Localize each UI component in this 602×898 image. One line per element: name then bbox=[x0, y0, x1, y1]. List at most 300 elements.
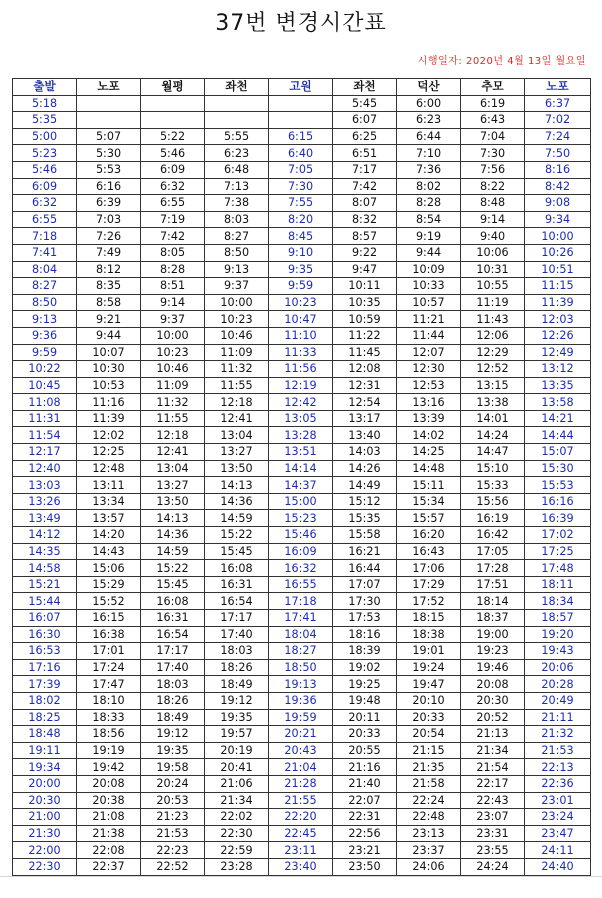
table-cell: 17:29 bbox=[397, 576, 461, 593]
table-cell: 8:35 bbox=[77, 278, 141, 295]
table-cell: 19:12 bbox=[141, 726, 205, 743]
table-cell: 22:24 bbox=[397, 792, 461, 809]
table-cell: 19:24 bbox=[397, 659, 461, 676]
table-row bbox=[13, 278, 591, 295]
table-cell: 14:13 bbox=[141, 510, 205, 527]
table-cell: 16:39 bbox=[525, 510, 591, 527]
table-cell: 6:32 bbox=[141, 178, 205, 195]
table-cell: 6:44 bbox=[397, 128, 461, 145]
table-cell: 13:57 bbox=[77, 510, 141, 527]
table-cell: 15:33 bbox=[461, 477, 525, 494]
table-cell: 22:30 bbox=[13, 858, 77, 875]
table-cell: 11:19 bbox=[461, 294, 525, 311]
table-cell: 18:50 bbox=[269, 659, 333, 676]
table-cell: 16:19 bbox=[461, 510, 525, 527]
table-cell: 9:36 bbox=[13, 327, 77, 344]
table-cell: 17:41 bbox=[269, 610, 333, 627]
table-cell: 18:03 bbox=[205, 643, 269, 660]
table-cell: 19:20 bbox=[525, 626, 591, 643]
table-cell: 22:52 bbox=[141, 858, 205, 875]
table-cell: 11:44 bbox=[397, 327, 461, 344]
table-cell: 12:07 bbox=[397, 344, 461, 361]
table-cell: 16:08 bbox=[205, 560, 269, 577]
table-cell: 8:02 bbox=[397, 178, 461, 195]
table-cell: 11:10 bbox=[269, 327, 333, 344]
table-cell: 7:18 bbox=[13, 228, 77, 245]
table-cell: 15:10 bbox=[461, 460, 525, 477]
table-cell: 13:26 bbox=[13, 493, 77, 510]
table-row bbox=[13, 809, 591, 826]
table-cell: 16:55 bbox=[269, 576, 333, 593]
table-cell: 22:48 bbox=[397, 809, 461, 826]
table-cell: 8:20 bbox=[269, 211, 333, 228]
table-cell: 20:08 bbox=[77, 775, 141, 792]
table-cell: 17:40 bbox=[141, 659, 205, 676]
table-cell: 19:47 bbox=[397, 676, 461, 693]
table-cell: 16:16 bbox=[525, 493, 591, 510]
table-cell: 24:24 bbox=[461, 858, 525, 875]
table-cell: 19:43 bbox=[525, 643, 591, 660]
timetable-header bbox=[13, 79, 591, 96]
table-cell: 17:39 bbox=[13, 676, 77, 693]
table-cell: 16:43 bbox=[397, 543, 461, 560]
table-cell: 10:55 bbox=[461, 278, 525, 295]
table-cell: 19:46 bbox=[461, 659, 525, 676]
table-cell: 9:08 bbox=[525, 195, 591, 212]
table-cell: 10:22 bbox=[13, 361, 77, 378]
table-cell: 6:32 bbox=[13, 195, 77, 212]
table-cell bbox=[269, 95, 333, 112]
table-cell: 11:33 bbox=[269, 344, 333, 361]
table-cell: 16:54 bbox=[141, 626, 205, 643]
table-cell: 17:53 bbox=[333, 610, 397, 627]
table-cell: 10:23 bbox=[269, 294, 333, 311]
table-cell: 9:21 bbox=[77, 311, 141, 328]
table-cell: 18:03 bbox=[141, 676, 205, 693]
table-row bbox=[13, 228, 591, 245]
table-cell: 13:35 bbox=[525, 377, 591, 394]
table-cell: 20:43 bbox=[269, 742, 333, 759]
table-cell: 13:11 bbox=[77, 477, 141, 494]
table-cell: 23:21 bbox=[333, 842, 397, 859]
table-cell: 23:31 bbox=[461, 825, 525, 842]
table-row bbox=[13, 294, 591, 311]
table-cell: 22:30 bbox=[205, 825, 269, 842]
table-cell: 21:38 bbox=[77, 825, 141, 842]
table-cell: 22:07 bbox=[333, 792, 397, 809]
table-cell: 23:37 bbox=[397, 842, 461, 859]
table-cell: 15:53 bbox=[525, 477, 591, 494]
table-cell: 15:12 bbox=[333, 493, 397, 510]
table-cell: 21:28 bbox=[269, 775, 333, 792]
column-header-6: 덕산 bbox=[397, 79, 461, 96]
table-cell: 5:35 bbox=[13, 112, 77, 129]
table-cell: 7:04 bbox=[461, 128, 525, 145]
table-cell: 17:28 bbox=[461, 560, 525, 577]
table-cell: 9:37 bbox=[141, 311, 205, 328]
table-cell: 20:52 bbox=[461, 709, 525, 726]
table-cell: 17:51 bbox=[461, 576, 525, 593]
table-cell: 14:21 bbox=[525, 410, 591, 427]
table-cell: 24:11 bbox=[525, 842, 591, 859]
table-cell: 12:41 bbox=[141, 444, 205, 461]
table-cell: 22:31 bbox=[333, 809, 397, 826]
table-cell: 9:59 bbox=[269, 278, 333, 295]
table-cell: 12:30 bbox=[397, 361, 461, 378]
table-cell: 7:02 bbox=[525, 112, 591, 129]
table-cell: 20:30 bbox=[13, 792, 77, 809]
table-cell: 19:57 bbox=[205, 726, 269, 743]
table-cell: 16:38 bbox=[77, 626, 141, 643]
table-cell: 8:05 bbox=[141, 244, 205, 261]
table-row bbox=[13, 626, 591, 643]
table-cell: 16:53 bbox=[13, 643, 77, 660]
table-cell: 23:47 bbox=[525, 825, 591, 842]
table-cell: 8:50 bbox=[205, 244, 269, 261]
table-cell: 18:04 bbox=[269, 626, 333, 643]
table-cell: 19:48 bbox=[333, 692, 397, 709]
table-row bbox=[13, 543, 591, 560]
table-cell: 17:48 bbox=[525, 560, 591, 577]
table-cell bbox=[141, 112, 205, 129]
table-row bbox=[13, 410, 591, 427]
table-cell: 6:55 bbox=[13, 211, 77, 228]
table-cell: 20:00 bbox=[13, 775, 77, 792]
table-cell: 12:19 bbox=[269, 377, 333, 394]
table-cell: 13:27 bbox=[205, 444, 269, 461]
table-cell: 21:40 bbox=[333, 775, 397, 792]
table-cell: 13:50 bbox=[205, 460, 269, 477]
table-cell: 11:55 bbox=[205, 377, 269, 394]
table-cell: 9:40 bbox=[461, 228, 525, 245]
table-cell: 5:53 bbox=[77, 161, 141, 178]
table-cell: 18:26 bbox=[141, 692, 205, 709]
table-cell: 14:03 bbox=[333, 444, 397, 461]
table-cell: 12:06 bbox=[461, 327, 525, 344]
table-cell bbox=[77, 112, 141, 129]
table-cell: 16:21 bbox=[333, 543, 397, 560]
table-row bbox=[13, 95, 591, 112]
table-cell: 11:54 bbox=[13, 427, 77, 444]
table-cell: 20:11 bbox=[333, 709, 397, 726]
table-cell: 7:24 bbox=[525, 128, 591, 145]
table-cell: 13:27 bbox=[141, 477, 205, 494]
table-cell: 10:30 bbox=[77, 361, 141, 378]
table-cell: 7:49 bbox=[77, 244, 141, 261]
table-cell: 5:07 bbox=[77, 128, 141, 145]
table-row bbox=[13, 659, 591, 676]
table-row bbox=[13, 244, 591, 261]
column-header-7: 추모 bbox=[461, 79, 525, 96]
table-cell: 12:18 bbox=[141, 427, 205, 444]
table-cell: 8:16 bbox=[525, 161, 591, 178]
table-cell: 19:58 bbox=[141, 759, 205, 776]
table-cell: 9:13 bbox=[205, 261, 269, 278]
table-cell: 17:52 bbox=[397, 593, 461, 610]
table-cell: 10:09 bbox=[397, 261, 461, 278]
table-cell: 5:45 bbox=[333, 95, 397, 112]
table-cell: 9:10 bbox=[269, 244, 333, 261]
table-cell: 16:32 bbox=[269, 560, 333, 577]
table-cell: 14:12 bbox=[13, 527, 77, 544]
table-cell: 19:12 bbox=[205, 692, 269, 709]
table-row bbox=[13, 344, 591, 361]
table-cell: 8:04 bbox=[13, 261, 77, 278]
table-cell: 15:29 bbox=[77, 576, 141, 593]
table-cell: 19:36 bbox=[269, 692, 333, 709]
table-cell: 6:39 bbox=[77, 195, 141, 212]
effective-date: 시행일자: 2020년 4월 13일 월요일 bbox=[417, 56, 586, 67]
column-header-8: 노포 bbox=[525, 79, 591, 96]
table-cell: 14:49 bbox=[333, 477, 397, 494]
table-cell: 13:49 bbox=[13, 510, 77, 527]
table-cell: 9:59 bbox=[13, 344, 77, 361]
table-cell: 7:50 bbox=[525, 145, 591, 162]
table-cell: 11:39 bbox=[525, 294, 591, 311]
table-cell: 20:53 bbox=[141, 792, 205, 809]
table-cell: 19:59 bbox=[269, 709, 333, 726]
table-cell: 21:15 bbox=[397, 742, 461, 759]
table-cell: 20:24 bbox=[141, 775, 205, 792]
table-cell: 23:01 bbox=[525, 792, 591, 809]
table-cell: 12:18 bbox=[205, 394, 269, 411]
table-cell: 13:17 bbox=[333, 410, 397, 427]
table-cell: 15:21 bbox=[13, 576, 77, 593]
table-row bbox=[13, 759, 591, 776]
table-cell: 11:31 bbox=[13, 410, 77, 427]
table-cell: 13:05 bbox=[269, 410, 333, 427]
column-header-1: 노포 bbox=[77, 79, 141, 96]
table-cell: 7:05 bbox=[269, 161, 333, 178]
table-cell: 15:45 bbox=[205, 543, 269, 560]
table-cell: 7:10 bbox=[397, 145, 461, 162]
table-cell: 5:23 bbox=[13, 145, 77, 162]
table-cell: 11:22 bbox=[333, 327, 397, 344]
table-cell: 8:28 bbox=[397, 195, 461, 212]
table-cell: 22:00 bbox=[13, 842, 77, 859]
table-cell: 6:23 bbox=[205, 145, 269, 162]
table-cell: 9:14 bbox=[461, 211, 525, 228]
table-cell: 7:36 bbox=[397, 161, 461, 178]
table-cell: 8:32 bbox=[333, 211, 397, 228]
table-cell: 9:14 bbox=[141, 294, 205, 311]
timetable bbox=[12, 78, 591, 876]
table-cell: 19:01 bbox=[397, 643, 461, 660]
table-cell: 21:32 bbox=[525, 726, 591, 743]
table-cell: 10:31 bbox=[461, 261, 525, 278]
table-cell: 7:38 bbox=[205, 195, 269, 212]
table-cell: 10:45 bbox=[13, 377, 77, 394]
table-row bbox=[13, 178, 591, 195]
table-cell: 21:00 bbox=[13, 809, 77, 826]
table-cell: 23:40 bbox=[269, 858, 333, 875]
table-cell bbox=[205, 95, 269, 112]
table-cell: 16:08 bbox=[141, 593, 205, 610]
table-cell: 18:57 bbox=[525, 610, 591, 627]
table-cell: 8:27 bbox=[205, 228, 269, 245]
table-cell: 16:07 bbox=[13, 610, 77, 627]
table-cell bbox=[141, 95, 205, 112]
table-cell: 10:00 bbox=[525, 228, 591, 245]
table-cell: 15:52 bbox=[77, 593, 141, 610]
header-row bbox=[13, 79, 591, 96]
table-cell: 12:41 bbox=[205, 410, 269, 427]
table-cell: 21:04 bbox=[269, 759, 333, 776]
table-cell: 18:49 bbox=[141, 709, 205, 726]
table-cell: 5:46 bbox=[13, 161, 77, 178]
table-cell: 10:26 bbox=[525, 244, 591, 261]
table-cell: 18:33 bbox=[77, 709, 141, 726]
table-cell: 7:42 bbox=[333, 178, 397, 195]
table-cell: 8:51 bbox=[141, 278, 205, 295]
table-cell: 20:33 bbox=[397, 709, 461, 726]
table-cell: 21:35 bbox=[397, 759, 461, 776]
table-cell: 17:47 bbox=[77, 676, 141, 693]
table-cell: 9:22 bbox=[333, 244, 397, 261]
table-cell: 17:01 bbox=[77, 643, 141, 660]
table-cell: 17:02 bbox=[525, 527, 591, 544]
table-row bbox=[13, 311, 591, 328]
table-cell: 12:40 bbox=[13, 460, 77, 477]
table-cell: 10:23 bbox=[205, 311, 269, 328]
table-cell: 11:21 bbox=[397, 311, 461, 328]
table-row bbox=[13, 112, 591, 129]
table-cell: 20:41 bbox=[205, 759, 269, 776]
table-cell: 13:04 bbox=[141, 460, 205, 477]
table-cell: 21:53 bbox=[525, 742, 591, 759]
table-cell: 17:24 bbox=[77, 659, 141, 676]
column-header-4: 고원 bbox=[269, 79, 333, 96]
table-cell: 20:08 bbox=[461, 676, 525, 693]
table-cell: 20:21 bbox=[269, 726, 333, 743]
table-cell: 7:42 bbox=[141, 228, 205, 245]
table-cell: 11:08 bbox=[13, 394, 77, 411]
table-cell: 9:19 bbox=[397, 228, 461, 245]
table-cell: 15:00 bbox=[269, 493, 333, 510]
table-cell: 18:38 bbox=[397, 626, 461, 643]
table-cell: 8:45 bbox=[269, 228, 333, 245]
table-cell: 13:40 bbox=[333, 427, 397, 444]
table-cell bbox=[269, 112, 333, 129]
table-cell: 20:10 bbox=[397, 692, 461, 709]
table-cell: 14:36 bbox=[141, 527, 205, 544]
table-cell: 16:15 bbox=[77, 610, 141, 627]
table-cell: 12:54 bbox=[333, 394, 397, 411]
table-cell: 17:17 bbox=[141, 643, 205, 660]
table-cell: 21:11 bbox=[525, 709, 591, 726]
table-cell: 10:53 bbox=[77, 377, 141, 394]
table-row bbox=[13, 842, 591, 859]
table-cell: 13:04 bbox=[205, 427, 269, 444]
table-cell: 15:46 bbox=[269, 527, 333, 544]
table-cell: 10:00 bbox=[205, 294, 269, 311]
table-cell: 21:53 bbox=[141, 825, 205, 842]
table-cell: 8:42 bbox=[525, 178, 591, 195]
table-cell: 15:22 bbox=[205, 527, 269, 544]
table-cell: 23:11 bbox=[269, 842, 333, 859]
table-row bbox=[13, 643, 591, 660]
table-cell: 19:13 bbox=[269, 676, 333, 693]
table-cell: 7:30 bbox=[461, 145, 525, 162]
timetable-body bbox=[13, 95, 591, 875]
table-row bbox=[13, 610, 591, 627]
table-row bbox=[13, 742, 591, 759]
table-cell: 23:24 bbox=[525, 809, 591, 826]
table-cell: 21:54 bbox=[461, 759, 525, 776]
table-row bbox=[13, 195, 591, 212]
table-cell: 19:00 bbox=[461, 626, 525, 643]
table-cell: 6:00 bbox=[397, 95, 461, 112]
table-cell: 11:32 bbox=[205, 361, 269, 378]
table-cell: 18:25 bbox=[13, 709, 77, 726]
table-cell: 12:52 bbox=[461, 361, 525, 378]
table-row bbox=[13, 477, 591, 494]
table-cell: 8:28 bbox=[141, 261, 205, 278]
table-cell: 23:50 bbox=[333, 858, 397, 875]
table-cell: 17:30 bbox=[333, 593, 397, 610]
table-cell: 19:19 bbox=[77, 742, 141, 759]
table-cell: 14:14 bbox=[269, 460, 333, 477]
table-cell: 10:46 bbox=[205, 327, 269, 344]
table-cell: 6:09 bbox=[13, 178, 77, 195]
table-cell: 6:23 bbox=[397, 112, 461, 129]
table-cell: 12:03 bbox=[525, 311, 591, 328]
table-cell: 10:59 bbox=[333, 311, 397, 328]
table-cell: 18:56 bbox=[77, 726, 141, 743]
table-cell: 12:48 bbox=[77, 460, 141, 477]
table-cell: 10:23 bbox=[141, 344, 205, 361]
table-cell: 8:48 bbox=[461, 195, 525, 212]
table-cell: 23:07 bbox=[461, 809, 525, 826]
table-cell: 19:02 bbox=[333, 659, 397, 676]
table-cell: 16:09 bbox=[269, 543, 333, 560]
table-cell: 5:46 bbox=[141, 145, 205, 162]
table-cell: 11:09 bbox=[141, 377, 205, 394]
table-cell bbox=[77, 95, 141, 112]
table-cell: 8:07 bbox=[333, 195, 397, 212]
table-cell: 15:58 bbox=[333, 527, 397, 544]
table-row bbox=[13, 692, 591, 709]
table-cell: 19:25 bbox=[333, 676, 397, 693]
table-cell: 18:48 bbox=[13, 726, 77, 743]
table-cell: 5:22 bbox=[141, 128, 205, 145]
table-cell: 19:34 bbox=[13, 759, 77, 776]
table-cell: 13:15 bbox=[461, 377, 525, 394]
table-cell: 14:48 bbox=[397, 460, 461, 477]
table-row bbox=[13, 460, 591, 477]
table-cell: 6:55 bbox=[141, 195, 205, 212]
table-cell: 10:07 bbox=[77, 344, 141, 361]
table-row bbox=[13, 825, 591, 842]
table-cell: 20:28 bbox=[525, 676, 591, 693]
table-cell: 20:30 bbox=[461, 692, 525, 709]
table-cell: 22:45 bbox=[269, 825, 333, 842]
table-cell: 18:37 bbox=[461, 610, 525, 627]
table-cell: 22:20 bbox=[269, 809, 333, 826]
table-row bbox=[13, 858, 591, 875]
table-cell: 22:37 bbox=[77, 858, 141, 875]
table-row bbox=[13, 560, 591, 577]
table-cell: 13:03 bbox=[13, 477, 77, 494]
table-cell: 24:40 bbox=[525, 858, 591, 875]
table-cell: 17:06 bbox=[397, 560, 461, 577]
table-cell: 12:29 bbox=[461, 344, 525, 361]
table-cell: 19:35 bbox=[205, 709, 269, 726]
table-row bbox=[13, 211, 591, 228]
table-cell: 8:03 bbox=[205, 211, 269, 228]
table-cell: 11:43 bbox=[461, 311, 525, 328]
table-cell: 7:03 bbox=[77, 211, 141, 228]
